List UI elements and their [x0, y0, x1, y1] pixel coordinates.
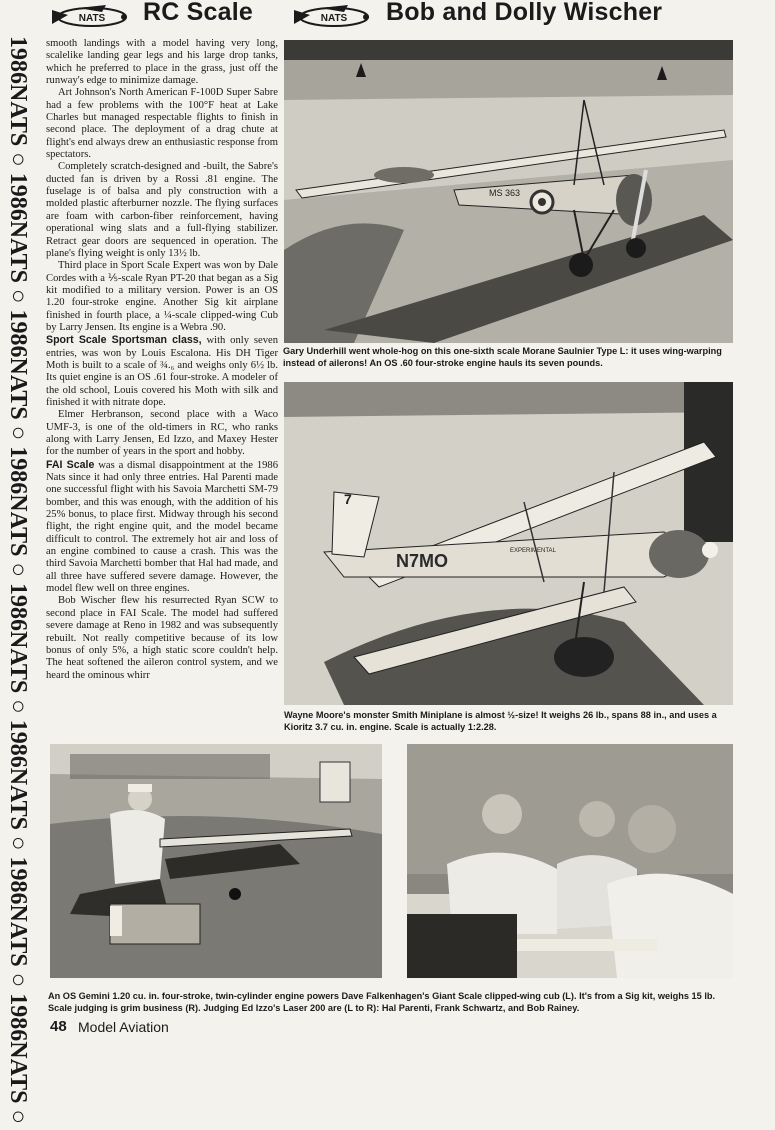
article-paragraph [46, 161, 278, 260]
sidebar-nats-label: 1986NATS [5, 309, 31, 420]
paragraph-text: Completely scratch-designed and -built, the Sabre's ducted fan is driven by a Rossi .81 engine. The fuselage is of balsa and ply construction with a molded plastic afterburner nozzle. The flying surfaces are foam with carbon-fiber reinforcement, having operational wing slats and a full-flying stabilizer. Retract gear doors are sequenced in operation. The plane's flying weight is only 13½ lb. [46, 161, 278, 259]
article-paragraph [46, 260, 278, 334]
smith-registration-text: N7MO [396, 551, 449, 571]
article-body [46, 38, 278, 682]
logo-text: NATS [78, 13, 106, 24]
logo-text: NATS [320, 13, 348, 24]
paragraph-text: Elmer Herbranson, second place with a Waco UMF-3, is one of the old-timers in RC, who ranks along with Larry Jensen, Ed Izzo, and Maxey Hester for the number of years in the sport and hobby. [46, 409, 278, 458]
svg-text:7: 7 [344, 491, 352, 507]
sidebar-circle-separator: ○ [5, 289, 31, 304]
nats-sidebar [2, 36, 34, 1124]
author-byline: Bob and Dolly Wischer [386, 0, 663, 26]
article-paragraph [46, 409, 278, 458]
section-title: RC Scale [143, 0, 253, 26]
paragraph-lead-in: Sport Scale Sportsman class, [46, 334, 202, 347]
magazine-name: Model Aviation [78, 1019, 169, 1035]
sidebar-nats-label: 1986NATS [5, 583, 31, 694]
paragraph-text: Art Johnson's North American F-100D Super Sabre had a few problems with the 100°F heat at Lake Charles but managed respectable flights to finish in second place. The deployment of a drag chute at flight's end always drew an enthusiastic response from spectators. [46, 87, 278, 161]
sidebar-circle-separator: ○ [5, 152, 31, 167]
morane-serial-text: MS 363 [489, 188, 521, 198]
sidebar-circle-separator: ○ [5, 972, 31, 988]
sidebar-circle-separator: ○ [5, 562, 31, 577]
clipped-wing-cub-photo [50, 744, 382, 978]
sidebar-circle-separator: ○ [5, 1109, 31, 1124]
paragraph-text: Bob Wischer flew his resurrected Ryan SCW to second place in FAI Scale. The model had suffered severe damage at Reno in 1982 and was subsequently rebuilt. Not really competitive because of its low bonus of only 5%, a high static score couldn't help. The heat softened the aileron control system, and we heard the ominous whirr [46, 595, 278, 681]
paragraph-text: was a dismal disappointment at the 1986 Nats since it had only three entries. Hal Parenti made one successful flight with his Savoia Marchetti SM-79 bomber, and this was enough, with the addition of his 25% bonus, to place first. Midway through his second flight, the right engine quit, and the model became difficult to control. The extremely hot air and loss of an engine combined to cause a crash. This was the third Savoia Marchetti bomber that Hal had made, and all three have suffered severe damage. However, the model flew well on three engines. [46, 459, 279, 595]
morane-caption: Gary Underhill went whole-hog on this one-sixth scale Morane Saulnier Type L: it uses wing-warping instead of ailerons! An OS .60 four-stroke engine hauls its seven pounds. [283, 346, 722, 368]
article-paragraph [46, 595, 278, 681]
nats-plane-logo-icon [48, 2, 134, 32]
article-paragraph [46, 38, 278, 87]
sidebar-nats-label: 1986NATS [5, 36, 31, 147]
paragraph-text: with only seven entries, was won by Louis Escalona. His DH Tiger Moth is built to a scale of ¾.₆ and weighs only 6½ lb. Its quiet engine is an OS .61 four-stroke. A modeler of the old school, Louis covered his Moth with silk and finished it with nitrate dope. [46, 335, 278, 408]
nats-logo-left [48, 2, 134, 32]
sidebar-circle-separator: ○ [5, 425, 31, 441]
smith-experimental-text: EXPERIMENTAL [510, 548, 556, 554]
sidebar-circle-separator: ○ [5, 699, 31, 714]
page-header [0, 0, 775, 36]
article-paragraph [46, 87, 278, 161]
sidebar-circle-separator: ○ [5, 836, 31, 851]
paragraph-lead-in: FAI Scale [46, 458, 95, 471]
article-paragraph [46, 459, 278, 596]
bottom-photos-caption: An OS Gemini 1.20 cu. in. four-stroke, twin-cylinder engine powers Dave Falkenhagen's Giant Scale clipped-wing cub (L). It's from a Sig kit, weighs 15 lb. Scale judging is grim business (R). Judging Ed Izzo's Laser 200 are (L to R): Hal Parenti, Frank Schwartz, and Bob Rainey. [48, 991, 716, 1013]
sidebar-nats-label: 1986NATS [5, 993, 31, 1104]
smith-caption: Wayne Moore's monster Smith Miniplane is almost ½-size! It weighs 26 lb., spans 88 in., and uses a Kioritz 3.7 cu. in. engine. Scale is actually 1:2.28. [284, 710, 717, 732]
paragraph-text: Third place in Sport Scale Expert was won by Dale Cordes with a ⅕-scale Ryan PT-20 that began as a Sig kit modified to a military version. Power is an OS 1.20 four-stroke engine. Another Sig kit airplane finished in fourth place, a ¼-scale clipped-wing Cub by Larry Jensen. Its engine is a Webra .90. [46, 260, 278, 333]
article-paragraph [46, 334, 278, 409]
morane-saulnier-photo [284, 40, 733, 343]
page-number: 48 [50, 1018, 67, 1035]
smith-miniplane-photo [284, 382, 733, 705]
scale-judges-photo [407, 744, 733, 978]
sidebar-nats-label: 1986NATS [5, 719, 31, 830]
sidebar-nats-label: 1986NATS [5, 446, 31, 557]
nats-logo-right [290, 2, 376, 32]
sidebar-nats-label: 1986NATS [5, 172, 31, 283]
nats-plane-logo-icon [290, 2, 376, 32]
sidebar-repeat-text [2, 36, 34, 1124]
sidebar-nats-label: 1986NATS [5, 856, 31, 967]
paragraph-text: smooth landings with a model having very long, scalelike landing gear legs and his large drop tanks, which he preferred to place in the grass, just off the runway's edge to minimize damage. [46, 38, 278, 87]
